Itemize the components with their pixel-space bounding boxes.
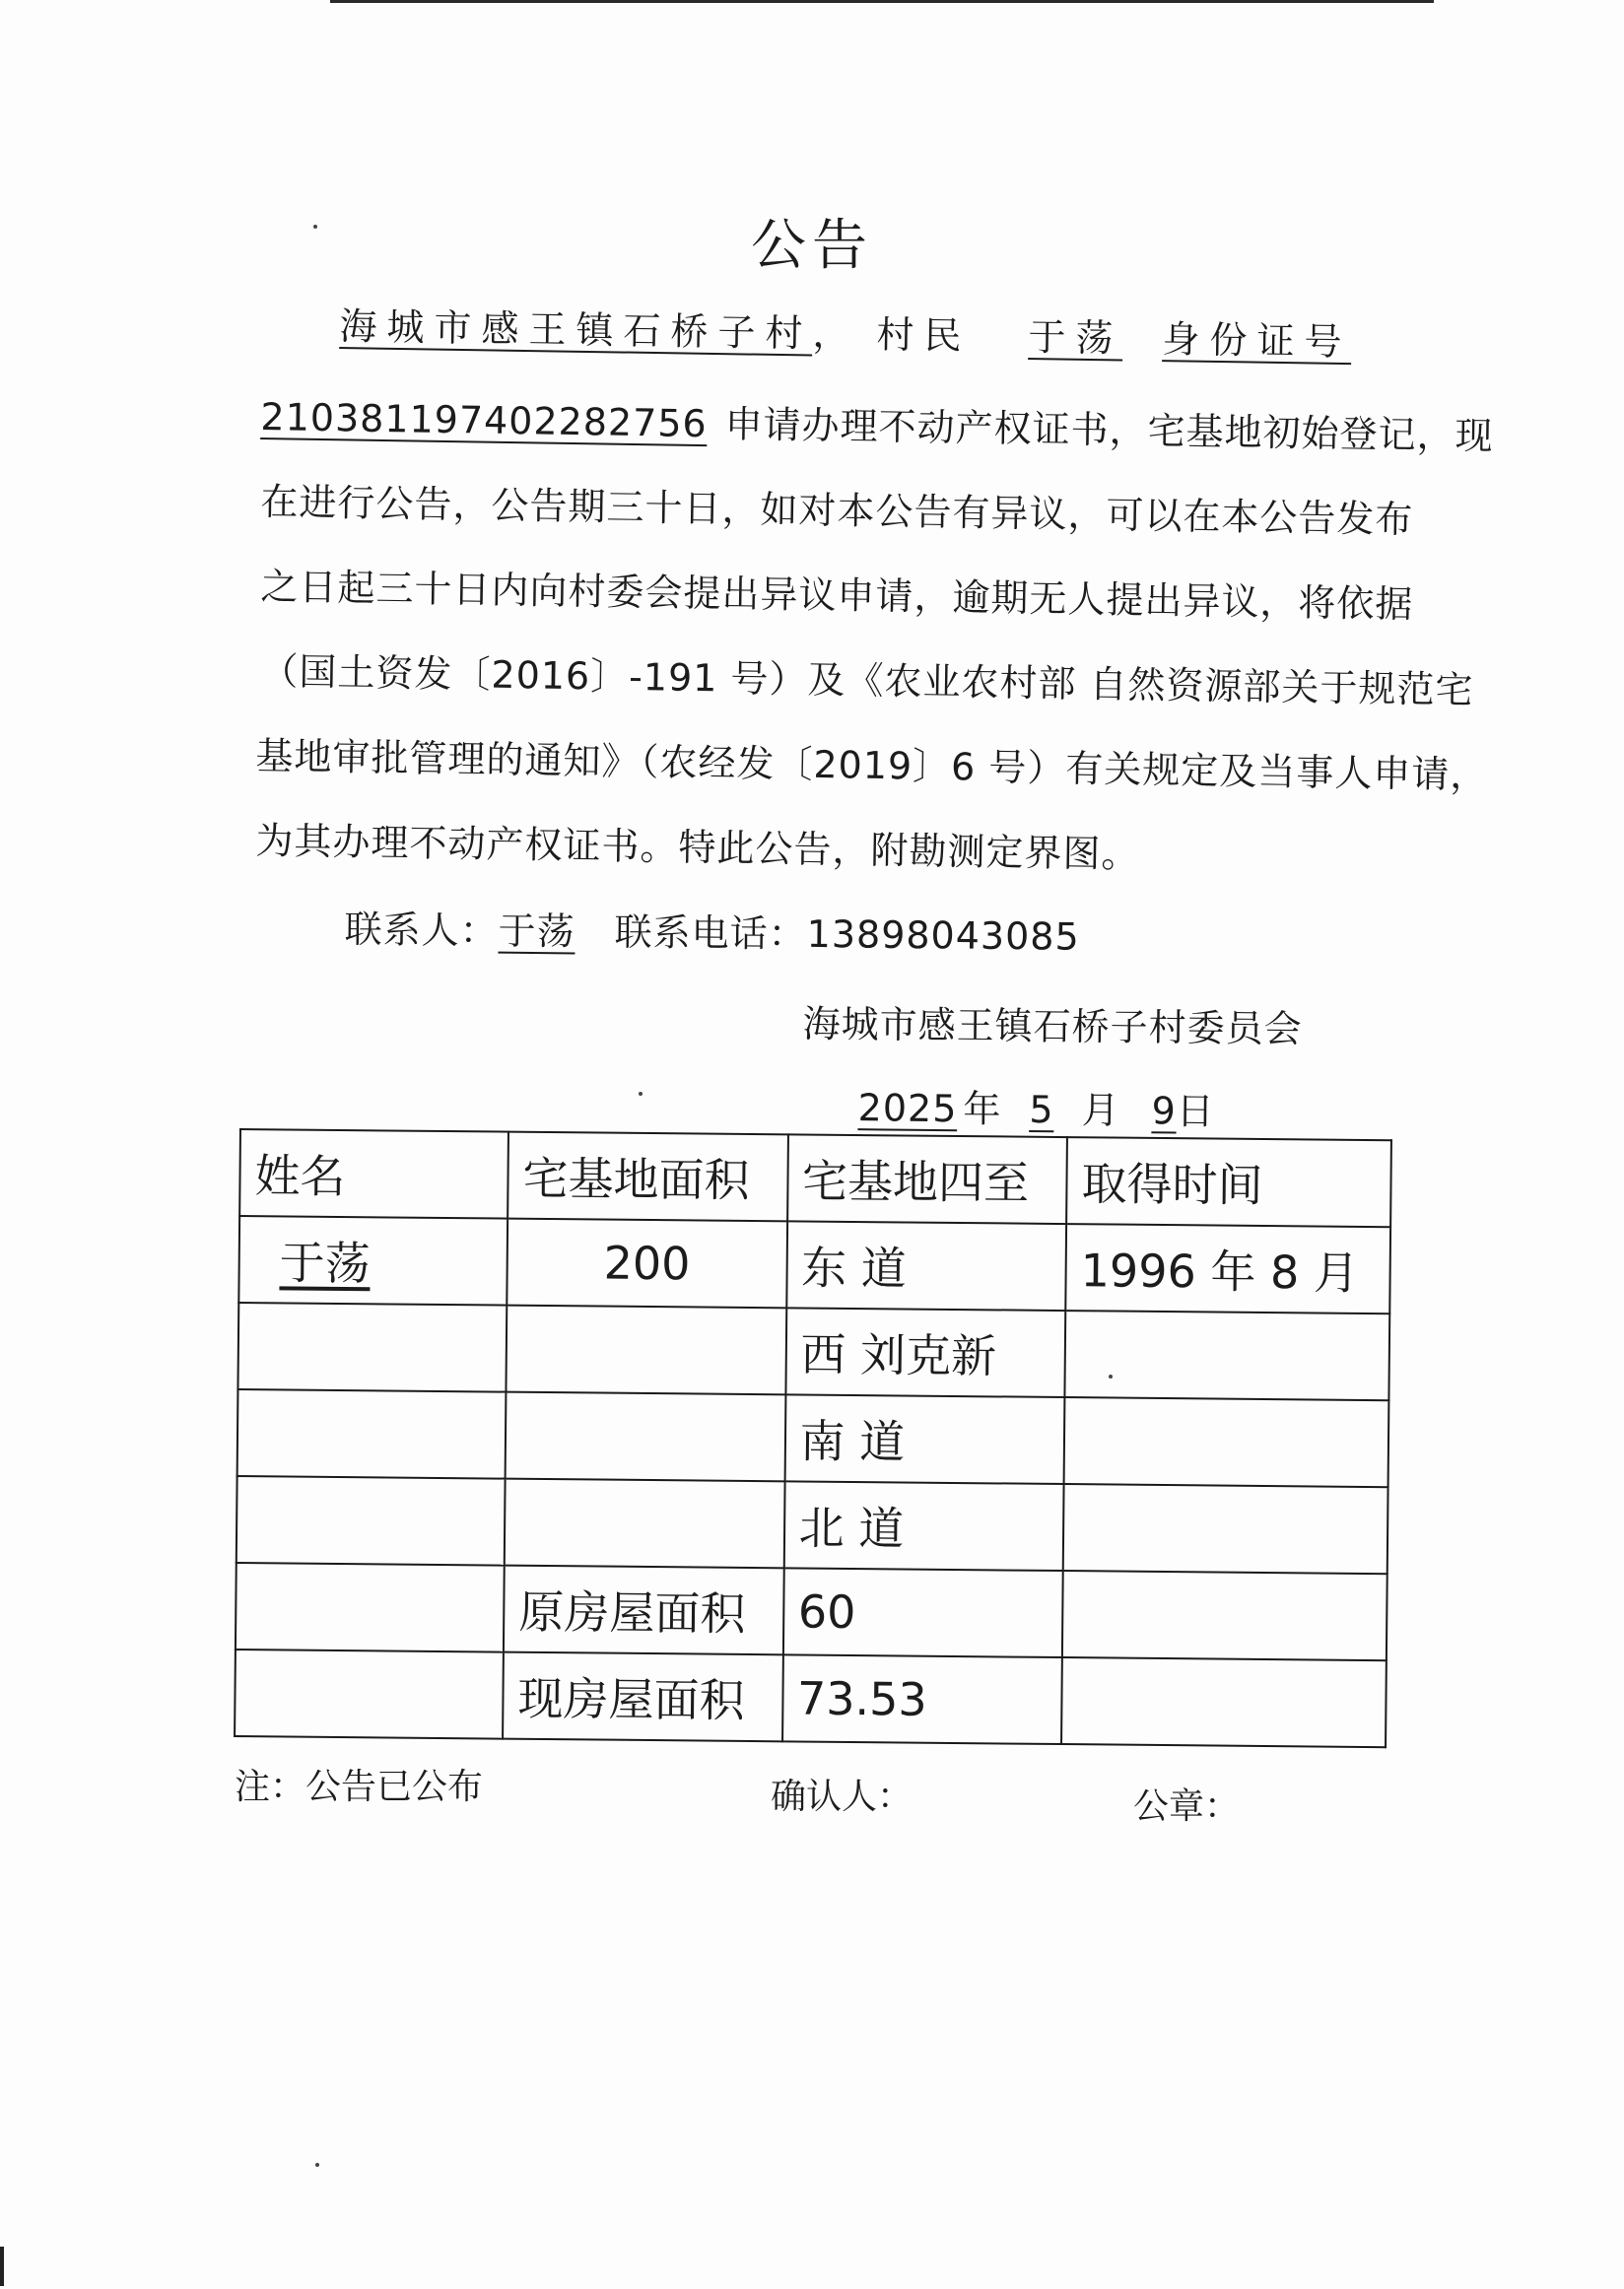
cell-original-house-value: 60 <box>782 1568 1062 1657</box>
date-year-label: 年 <box>963 1087 1002 1131</box>
cell-boundary-east: 东 道 <box>786 1221 1066 1311</box>
info-table <box>234 1128 1392 1748</box>
cell-acquired: 1996 年 8 月 <box>1065 1224 1390 1313</box>
header-acquired: 取得时间 <box>1066 1137 1391 1227</box>
scan-edge-line <box>330 0 1434 3</box>
footer-confirmer: 确认人： <box>771 1777 914 1817</box>
table-row <box>237 1389 1389 1487</box>
date-year: 2025 <box>857 1086 958 1131</box>
phone-number: 13898043085 <box>806 911 1080 959</box>
date-day-label: 日 <box>1176 1089 1216 1133</box>
header-boundaries: 宅基地四至 <box>787 1134 1067 1224</box>
date-month-label: 月 <box>1081 1088 1120 1132</box>
date-line <box>842 1077 1215 1135</box>
resident-name-underlined: 于荡 身份证号 <box>1028 314 1352 365</box>
paragraph-line-7: 为其办理不动产权证书。特此公告，附勘测定界图。 <box>255 818 1140 877</box>
scan-edge-mark <box>0 2247 4 2286</box>
cell-boundary-north: 北 道 <box>783 1481 1063 1571</box>
table-row <box>236 1563 1387 1660</box>
paragraph-line-4: 之日起三十日内向村委会提出异议申请，逾期无人提出异议，将依据 <box>260 564 1414 627</box>
resident-label: 村民 <box>876 312 972 359</box>
table-row <box>238 1216 1390 1313</box>
paragraph-line-1 <box>339 296 1352 366</box>
table-header-row <box>239 1129 1391 1227</box>
header-area: 宅基地面积 <box>508 1132 787 1222</box>
comma: ， <box>812 311 851 357</box>
cell-boundary-west: 西 刘克新 <box>785 1308 1065 1397</box>
cell-current-house-value: 73.53 <box>782 1654 1062 1744</box>
paragraph-line-5: （国土资发〔2016〕-191 号）及《农业农村部 自然资源部关于规范宅 <box>260 648 1474 712</box>
village-name: 海城市感王镇石桥子村 <box>339 303 813 356</box>
paragraph-line-2 <box>260 386 1494 460</box>
cell-area: 200 <box>507 1219 786 1309</box>
scan-speck <box>639 1092 643 1096</box>
date-day: 9 <box>1151 1089 1178 1133</box>
date-month: 5 <box>1029 1087 1054 1132</box>
table-row <box>237 1476 1388 1574</box>
table-row <box>237 1303 1389 1400</box>
id-label: 身份证号 <box>1162 317 1352 365</box>
scan-speck <box>315 2163 319 2167</box>
document-title: 公告 <box>751 214 873 278</box>
footer-note: 注：公告已公布 <box>235 1767 484 1807</box>
contact-name: 于荡 <box>498 909 575 954</box>
header-name: 姓名 <box>239 1129 508 1219</box>
paragraph-line-6: 基地审批管理的通知》（农经发〔2019〕6 号）有关规定及当事人申请， <box>255 733 1489 797</box>
footer-seal: 公章： <box>1133 1786 1241 1827</box>
cell-name: 于荡 <box>238 1216 508 1306</box>
paragraph-line-3: 在进行公告，公告期三十日，如对本公告有异议，可以在本公告发布 <box>260 479 1414 542</box>
cell-current-house-label: 现房屋面积 <box>503 1652 782 1742</box>
line-2-text: 申请办理不动产权证书，宅基地初始登记，现 <box>724 402 1494 458</box>
phone-label: 联系电话： <box>614 909 807 956</box>
contact-label: 联系人： <box>344 907 499 953</box>
cell-boundary-south: 南 道 <box>784 1394 1064 1484</box>
contact-line <box>344 899 1080 961</box>
cell-original-house-label: 原房屋面积 <box>504 1566 783 1655</box>
id-number: 210381197402282756 <box>260 394 708 446</box>
table-row <box>235 1649 1387 1747</box>
committee-name: 海城市感王镇石桥子村委员会 <box>802 1001 1303 1051</box>
